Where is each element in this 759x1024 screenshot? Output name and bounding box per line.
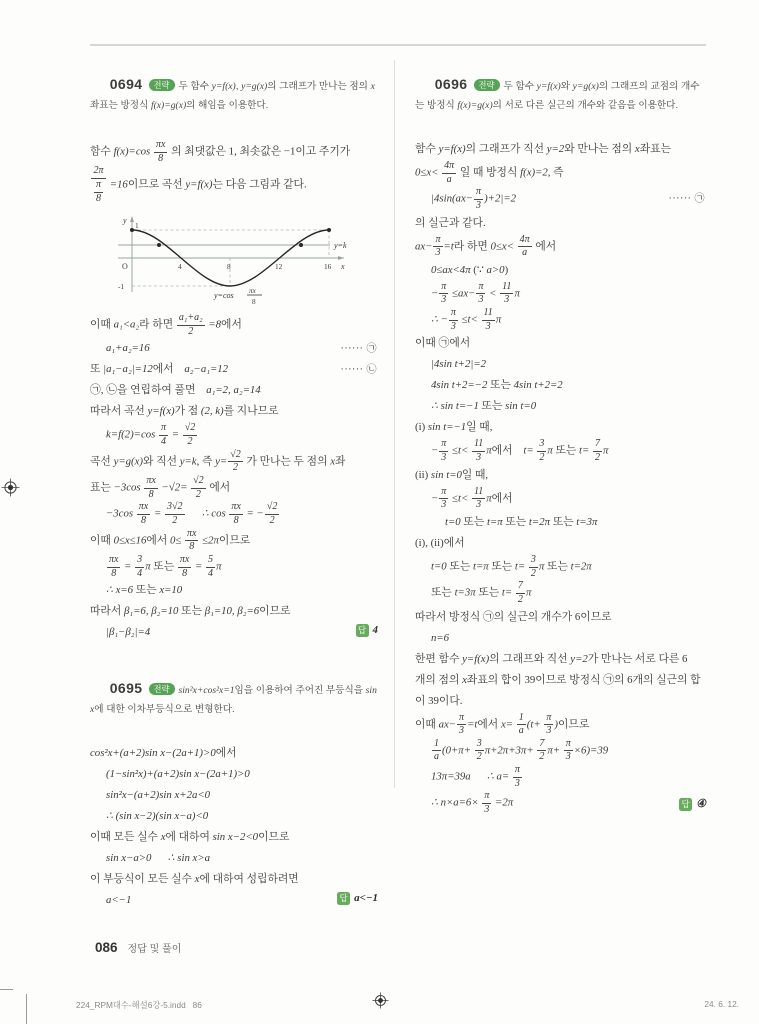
strategy-text: sin²x+cos²x=1임을 이용하여 주어진 부등식을 sin x에 대한 이차부등식으로 변형한다. [90, 685, 380, 716]
solution-line: a<−1 답 a<−1 [90, 890, 378, 911]
answer-badge: 답 [337, 892, 350, 905]
right-column [415, 56, 706, 817]
solution-line: 함수 y=f(x)의 그래프가 직선 y=2와 만나는 점의 x좌표는 [415, 143, 671, 155]
solution-line: ax− $\frac{\pi}{3}$ =t라 하면 0≤x< $\frac{4\pi}{a}$ 에서 [415, 233, 557, 259]
solution-line: 곡선 y=g(x)와 직선 y=k, 즉 y= $\frac{√2}{2}$ 가 만나는 두 점의 x좌 [90, 448, 346, 474]
problem-number: 0695 [109, 680, 143, 697]
y-min-label: -1 [118, 282, 125, 292]
cosine-graph [104, 212, 362, 306]
problem-0694 [90, 56, 378, 643]
problem-number: 0694 [109, 76, 143, 92]
solution-line: 이때 0≤x≤16에서 0≤ $\frac{\pi x}{8}$ ≤2π이므로 [90, 527, 251, 553]
solution-line: 따라서 β₁=6, β₂=10 또는 β₁=10, β₂=6이므로 [90, 605, 291, 618]
reference-marker: ······ ㉡ [340, 364, 377, 376]
problem-header-0696 [415, 56, 706, 134]
problem-0695 [90, 660, 378, 911]
solution-line: cos²x+(a+2)sin x−(2a+1)>0에서 [90, 747, 237, 760]
file-name: 224_RPM대수-해설6강-5.indd [76, 1000, 186, 1010]
column-divider [394, 60, 395, 788]
solution-line: ∴ sin t=−1 또는 sin t=0 [431, 400, 537, 413]
strategy-text: 두 함수 y=f(x)와 y=g(x)의 그래프의 교점의 개수는 방정식 f(x)=g(x)의 서로 다른 실근의 개수와 같음을 이용한다. [415, 81, 700, 111]
solution-line: (1−sin²x)+(a+2)sin x−(2a+1)>0 [106, 768, 250, 781]
solution-line: |4sin(ax− $\frac{\pi}{3}$ )+2|=2 ······ ㉠ [431, 186, 705, 211]
answer [679, 795, 706, 814]
problem-number: 0696 [434, 76, 468, 92]
tick-16: 16 [324, 262, 332, 272]
page-footer [95, 940, 181, 955]
answer-badge: 답 [356, 624, 369, 637]
problem-header-0695 [90, 660, 378, 738]
solution-line: $\frac{2\pi}{\frac{\pi}{8}}$ =16이므로 곡선 y=f(x)는 다음 그림과 같다. [90, 165, 378, 205]
registration-mark-left [1, 478, 20, 497]
solution-line: $\frac{\pi x}{8}$ = $\frac{3}{4}$ π 또는 $\frac{\pi x}{8}$ = $\frac{5}{4}$ π [109, 553, 222, 579]
answer [337, 889, 378, 908]
print-file-info [76, 999, 202, 1011]
solution-line: − $\frac{\pi}{3}$ ≤t< $\frac{11}{3}$ π에서 t= $\frac{3}{2}$ π 또는 t= $\frac{7}{2}$ π [431, 438, 609, 464]
solution-line: 4sin t+2=−2 또는 4sin t+2=2 [431, 379, 563, 392]
solution-line: 표는 −3cos $\frac{\pi x}{8}$ −√2= $\frac{√2}{2}$ 에서 [90, 475, 231, 500]
solution-line: 13π=39a ∴ a= $\frac{\pi}{3}$ [431, 764, 520, 789]
solution-line: 이 부등식이 모든 실수 x에 대하여 성립하려면 [90, 873, 299, 886]
tick-12: 12 [275, 262, 283, 272]
curve-frac-den: 8 [252, 297, 256, 307]
solution-line: ∴ − $\frac{\pi}{3}$ ≤t< $\frac{11}{3}$ π [431, 307, 502, 332]
section-title: 정답 및 풀이 [127, 944, 182, 955]
answer-value: ④ [696, 797, 706, 810]
solution-line: a₁+a₂=16 ······ ㉠ [90, 338, 378, 359]
problem-header-0694 [90, 56, 378, 134]
solution-block [90, 743, 378, 911]
problem-0696 [415, 56, 706, 817]
solution-line: t=0 또는 t=π 또는 t=2π 또는 t=3π [445, 515, 598, 528]
solution-line: k=f(2)=cos $\frac{\pi}{4}$ = $\frac{√2}{2}$ [106, 422, 196, 448]
solution-line: − $\frac{\pi}{3}$ ≤t< $\frac{11}{3}$ π에서 [431, 485, 513, 511]
solution-line: −3cos $\frac{\pi x}{8}$ = $\frac{3√2}{2}$ ∴ cos $\frac{\pi x}{8}$ = − $\frac{√2}{2}$ [106, 501, 278, 526]
solution-line: (ii) sin t=0일 때, [415, 468, 489, 481]
solution-line: (i) sin t=−1일 때, [415, 421, 493, 434]
page-number: 086 [95, 940, 118, 955]
solution-block [90, 139, 378, 205]
solution-line: 이때 ax− $\frac{\pi}{3}$ =t에서 x= $\frac{1}{a}$ (t+ $\frac{\pi}{3}$ )이므로 [415, 711, 590, 737]
solution-line: 함수 f(x)=cos $\frac{\pi x}{8}$ 의 최댓값은 1, 최솟값은 −1이고 주기가 [90, 139, 351, 164]
solution-block [90, 312, 378, 643]
crop-mark-vertical [26, 994, 27, 1024]
solution-line: 따라서 방정식 ㉠의 실근의 개수가 6이므로 [415, 610, 612, 623]
solution-line: ㉠, ㉡을 연립하여 풀면 a₁=2, a₂=14 [90, 384, 261, 397]
solution-line: 한편 함수 y=f(x)의 그래프와 직선 y=2가 만나는 서로 다른 6 [415, 652, 688, 665]
solution-line: sin²x−(a+2)sin x+2a<0 [106, 789, 211, 802]
curve-frac-num: πx [249, 286, 256, 296]
tick-8: 8 [227, 262, 231, 272]
curve-label: y=cos [214, 291, 234, 301]
left-column [90, 56, 378, 911]
solution-line: 또 |a₁−a₂|=12에서 a₂−a₁=12 ······ ㉡ [90, 359, 378, 380]
strategy-badge: 전략 [474, 79, 500, 91]
top-rule [90, 44, 706, 46]
answer-value: a<−1 [354, 892, 378, 905]
strategy-text: 두 함수 y=f(x), y=g(x)의 그래프가 만나는 점의 x좌표는 방정식 f(x)=g(x)의 해임을 이용한다. [90, 81, 375, 111]
solution-line: 따라서 곡선 y=f(x)가 점 (2, k)를 지나므로 [90, 405, 279, 418]
solution-line: 0≤ax<4π (∵ a>0) [431, 263, 509, 276]
print-date: 24. 6. 12. [704, 999, 739, 1009]
solution-line: − $\frac{\pi}{3}$ ≤ax− $\frac{\pi}{3}$ < $\frac{11}{3}$ π [431, 280, 520, 306]
origin-label: O [122, 262, 128, 272]
solution-line: n=6 [431, 631, 450, 644]
tick-4: 4 [178, 262, 182, 272]
solution-block [415, 139, 706, 817]
solution-line: (i), (ii)에서 [415, 536, 465, 549]
solution-line: ∴ (sin x−2)(sin x−a)<0 [106, 810, 209, 823]
crop-mark-horizontal [0, 989, 13, 990]
solution-line: ∴ x=6 또는 x=10 [106, 584, 183, 597]
solution-line: 개의 점의 x좌표의 합이 39이므로 방정식 ㉠의 6개의 실근의 합 [415, 673, 701, 686]
file-page: 86 [192, 1000, 202, 1010]
answer-value: 4 [372, 624, 378, 637]
strategy-badge: 전략 [149, 683, 175, 695]
solution-line: t=0 또는 t=π 또는 t= $\frac{3}{2}$ π 또는 t=2π [431, 553, 592, 579]
solution-line: 이때 모든 실수 x에 대하여 sin x−2<0이므로 [90, 831, 290, 844]
solution-line: 이 39이다. [415, 694, 463, 707]
answer-badge: 답 [679, 798, 692, 811]
reference-marker: ······ ㉠ [668, 193, 705, 205]
k-line-label: y=k [334, 241, 347, 251]
solution-line: |β₁−β₂|=4 답 4 [90, 622, 378, 643]
registration-mark-center [372, 992, 389, 1009]
reference-marker: ······ ㉠ [340, 343, 377, 355]
solution-line: 의 실근과 같다. [415, 216, 486, 229]
y-max-label: 1 [135, 221, 139, 231]
solution-line: 또는 t=3π 또는 t= $\frac{7}{2}$ π [431, 580, 532, 605]
strategy-badge: 전략 [149, 79, 175, 91]
solution-line: 0≤x< $\frac{4\pi}{a}$ 일 때 방정식 f(x)=2, 즉 [415, 160, 564, 185]
solution-line: 이때 ㉠에서 [415, 337, 471, 350]
solution-line: 이때 a₁<a₂라 하면 $\frac{\text{a₁+a₂}}{2}$ =8에서 [90, 312, 242, 337]
solution-line: $\frac{1}{a}$ (0+π+ $\frac{3}{2}$ π+2π+3π+ $\frac{7}{2}$ π+ $\frac{\pi}{3}$ ×6)=39 [434, 737, 609, 763]
answer [356, 621, 379, 640]
solution-line: |4sin t+2|=2 [431, 358, 487, 371]
x-axis-label: x [341, 262, 345, 272]
solution-line: ∴ n×a=6× $\frac{\pi}{3}$ =2π 답 ④ [431, 790, 706, 816]
y-axis-label: y [123, 216, 127, 226]
solution-line: sin x−a>0 ∴ sin x>a [106, 852, 211, 865]
